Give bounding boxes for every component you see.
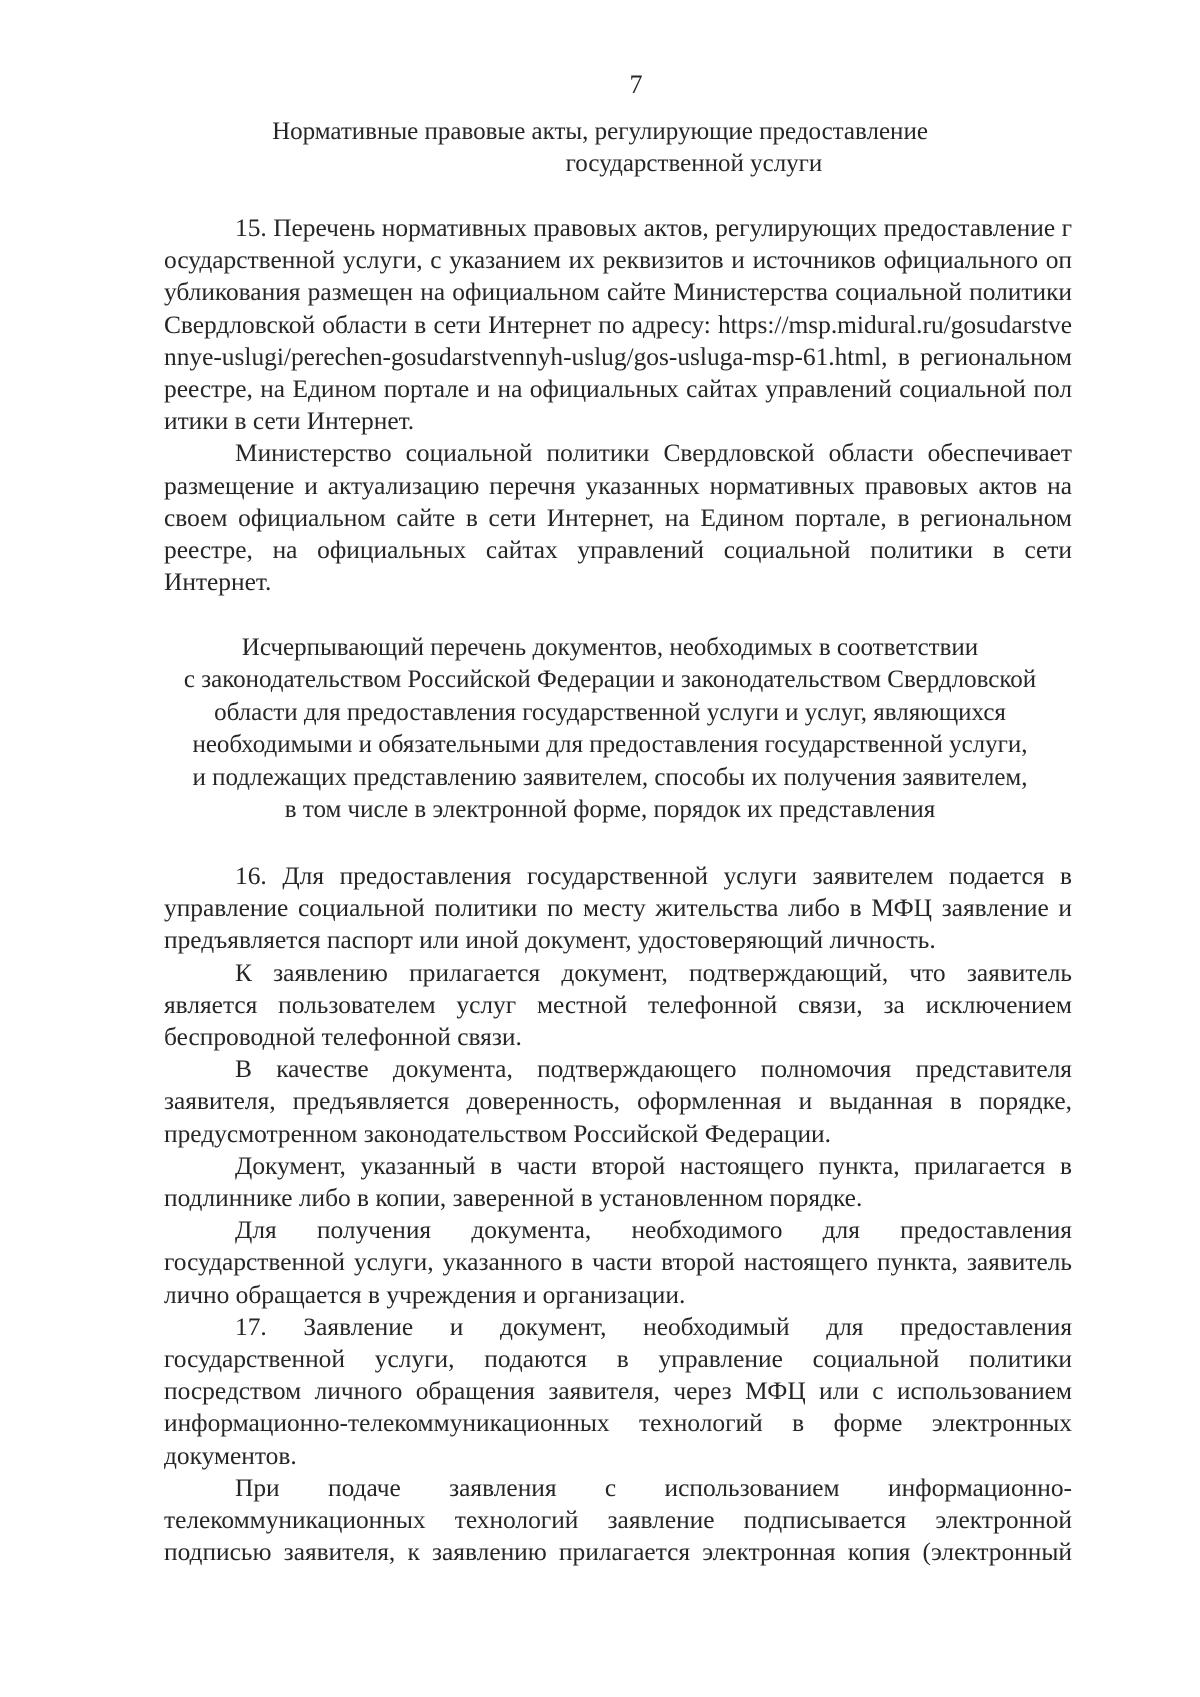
paragraph: При подаче заявления с использованием информационно-телекоммуникационных технологий заявление подписывается электронной подписью заявителя, к заявлению прилагается электронная копия (электронный xyxy=(164,1473,1072,1567)
paragraph: Документ, указанный в части второй настоящего пункта, прилагается в подлиннике либо в копии, заверенной в установленном порядке. xyxy=(164,1151,1072,1213)
paragraph: К заявлению прилагается документ, подтверждающий, что заявитель является пользователем услуг местной телефонной связи, за исключением беспроводной телефонной связи. xyxy=(164,958,1072,1052)
paragraph: Для получения документа, необходимого для предоставления государственной услуги, указанного в части второй настоящего пункта, заявитель лично обращается в учреждения и организации. xyxy=(164,1216,1072,1309)
heading-line: государственной услуги xyxy=(565,150,823,177)
section-heading-normative-acts xyxy=(190,116,1010,180)
section-heading-documents-list xyxy=(150,632,1070,826)
paragraph: В качестве документа, подтверждающего полномочия представителя заявителя, предъявляется доверенность, оформленная и выданная в порядке, предусмотренном законодательством Российской Федерации. xyxy=(164,1055,1072,1148)
heading-line: Исчерпывающий перечень документов, необходимых в соответствии xyxy=(241,634,979,661)
paragraph-17: 17. Заявление и документ, необходимый для предоставления государственной услуги, подаются в управление социальной политики посредством личного обращения заявителя, через МФЦ или с использованием информационно-телекоммуникационных технологий в форме электронных документов. xyxy=(164,1312,1072,1470)
heading-line: необходимыми и обязательными для предоставления государственной услуги, xyxy=(192,731,1028,759)
heading-line: Нормативные правовые акты, регулирующие предоставление xyxy=(272,118,928,145)
paragraph: Министерство социальной политики Свердловской области обеспечивает размещение и актуализацию перечня указанных нормативных правовых актов на своем официальном сайте в сети Интернет, на Едином портале, в региональном реестре, на официальных сайтах управлений социальной политики в сети Интернет. xyxy=(164,439,1072,597)
heading-line: области для предоставления государственной услуги и услуг, являющихся xyxy=(214,698,1006,726)
section-body-documents-list xyxy=(164,860,1072,1568)
heading-line: и подлежащих представлению заявителем, способы их получения заявителем, xyxy=(192,763,1028,791)
page-number: 7 xyxy=(629,70,643,99)
heading-line: в том числе в электронной форме, порядок их представления xyxy=(284,796,936,824)
paragraph-16: 16. Для предоставления государственной услуги заявителем подается в управление социальной политики по месту жительства либо в МФЦ заявление и предъявляется паспорт или иной документ, удостоверяющий личность. xyxy=(164,862,1072,955)
section-body-normative-acts xyxy=(164,212,1072,598)
paragraph-15: 15. Перечень нормативных правовых актов, регулирующих предоставление государственной услуги, с указанием их реквизитов и источников официального опубликования размещен на официальном сайте Министерства социальной политики Свердловской области в сети Интернет по адресу: https://msp.midural.ru/gosudarstvennye-uslugi/perechen-gosudarstvennyh-uslug/gos-usluga-msp-61.html, в региональном реестре, на Едином портале и на официальных сайтах управлений социальной политики в сети Интернет. xyxy=(164,214,1072,436)
heading-line: с законодательством Российской Федерации и законодательством Свердловской xyxy=(183,666,1037,694)
